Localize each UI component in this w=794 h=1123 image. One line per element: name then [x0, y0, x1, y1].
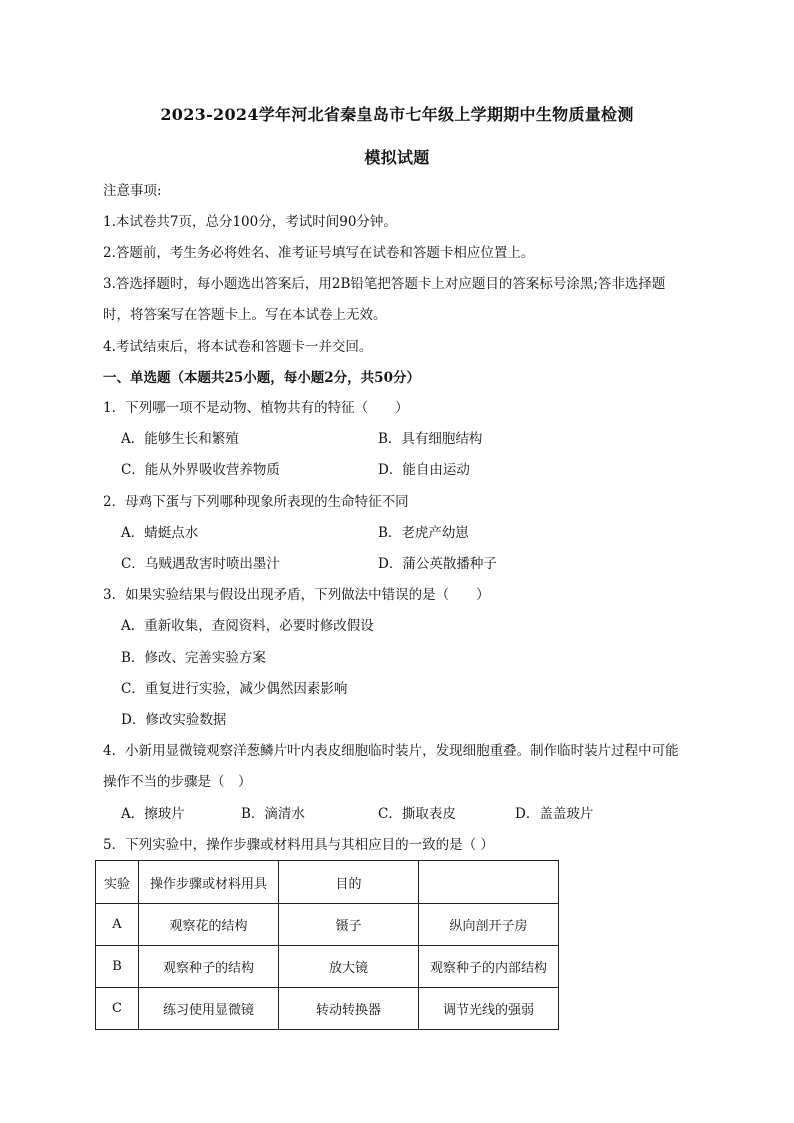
table-row	[96, 946, 559, 988]
table-cell: 纵向剖开子房	[419, 904, 559, 946]
table-header-row	[96, 861, 559, 904]
notice-item-3: 3.答选择题时，每小题选出答案后，用2B铅笔把答题卡上对应题目的答案标号涂黑;答非选择题	[103, 276, 666, 292]
question-4-stem-line2: 操作不当的步骤是（ ）	[103, 774, 252, 790]
question-5-table	[95, 860, 559, 1030]
question-3-option-b: B．修改、完善实验方案	[121, 650, 266, 666]
table-header-cell: 目的	[279, 861, 419, 904]
question-3-option-c: C．重复进行实验，减少偶然因素影响	[121, 681, 348, 697]
notice-heading: 注意事项:	[103, 183, 162, 199]
question-4-option-c: C．撕取表皮	[378, 806, 456, 822]
question-1-stem: 1．下列哪一项不是动物、植物共有的特征（ ）	[103, 400, 409, 416]
exam-title-line1: 2023-2024学年河北省秦皇岛市七年级上学期期中生物质量检测	[160, 105, 634, 124]
table-cell: C	[96, 988, 139, 1030]
question-3-option-a: A．重新收集，查阅资料，必要时修改假设	[121, 618, 374, 634]
question-2-option-c: C．乌贼遇敌害时喷出墨汁	[121, 556, 280, 572]
notice-item-1: 1.本试卷共7页，总分100分，考试时间90分钟。	[103, 214, 397, 230]
section-heading: 一、单选题（本题共25小题，每小题2分，共50分）	[103, 370, 420, 386]
table-cell: 调节光线的强弱	[419, 988, 559, 1030]
table-cell: 放大镜	[279, 946, 419, 988]
question-1-option-a: A．能够生长和繁殖	[121, 431, 239, 447]
table-cell: 观察种子的内部结构	[419, 946, 559, 988]
question-2-option-b: B．老虎产幼崽	[378, 525, 469, 541]
table-cell: 观察花的结构	[139, 904, 279, 946]
table-row	[96, 904, 559, 946]
table-cell: 转动转换器	[279, 988, 419, 1030]
table-header-cell: 操作步骤或材料用具	[139, 861, 279, 904]
table-header-cell	[419, 861, 559, 904]
question-1-option-c: C．能从外界吸收营养物质	[121, 462, 280, 478]
table-cell: 观察种子的结构	[139, 946, 279, 988]
table-row	[96, 988, 559, 1030]
table-cell: A	[96, 904, 139, 946]
question-3-option-d: D．修改实验数据	[121, 712, 227, 728]
question-2-option-d: D．蒲公英散播种子	[378, 556, 497, 572]
notice-item-3-cont: 时，将答案写在答题卡上。写在本试卷上无效。	[103, 307, 387, 323]
question-2-stem: 2．母鸡下蛋与下列哪种现象所表现的生命特征不同	[103, 494, 409, 510]
question-4-stem-line1: 4．小新用显微镜观察洋葱鳞片叶内表皮细胞临时装片，发现细胞重叠。制作临时装片过程中可能	[103, 743, 679, 759]
question-1-option-d: D．能自由运动	[378, 462, 470, 478]
question-4-option-a: A．擦玻片	[121, 806, 185, 822]
question-3-stem: 3．如果实验结果与假设出现矛盾，下列做法中错误的是（ ）	[103, 587, 490, 603]
notice-item-4: 4.考试结束后，将本试卷和答题卡一并交回。	[103, 339, 373, 355]
exam-title-line2: 模拟试题	[364, 148, 430, 167]
notice-item-2: 2.答题前，考生务必将姓名、准考证号填写在试卷和答题卡相应位置上。	[103, 245, 535, 261]
table-header-cell: 实验	[96, 861, 139, 904]
question-2-option-a: A．蜻蜓点水	[121, 525, 199, 541]
question-1-option-b: B．具有细胞结构	[378, 431, 483, 447]
table-cell: 练习使用显微镜	[139, 988, 279, 1030]
table-cell: 镊子	[279, 904, 419, 946]
question-5-stem: 5．下列实验中，操作步骤或材料用具与其相应目的一致的是（ ）	[103, 837, 494, 853]
table-cell: B	[96, 946, 139, 988]
question-4-option-d: D．盖盖玻片	[515, 806, 594, 822]
question-4-option-b: B．滴清水	[241, 806, 305, 822]
